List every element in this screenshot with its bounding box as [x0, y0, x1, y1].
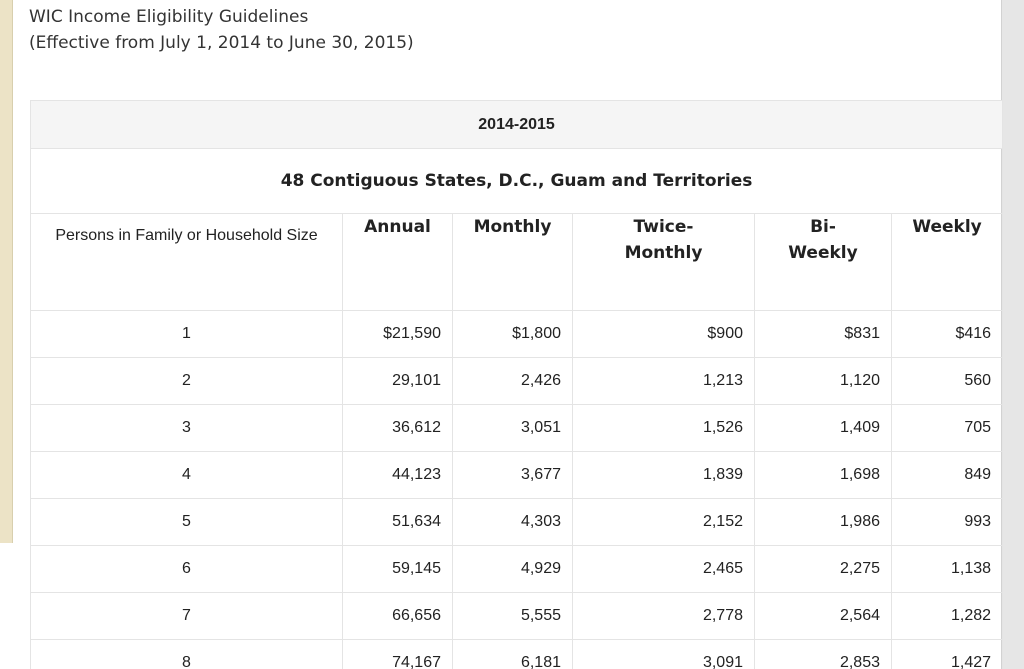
cell-monthly: 4,303: [453, 499, 573, 546]
cell-twice-monthly: 1,526: [573, 405, 755, 452]
cell-annual: 36,612: [343, 405, 453, 452]
cell-annual: $21,590: [343, 311, 453, 358]
cell-persons: 5: [31, 499, 343, 546]
income-guidelines-table: [30, 100, 1003, 669]
cell-bi-weekly: 1,698: [755, 452, 892, 499]
table-row: [31, 593, 1003, 640]
cell-weekly: 993: [892, 499, 1003, 546]
cell-annual: 66,656: [343, 593, 453, 640]
cell-annual: 44,123: [343, 452, 453, 499]
cell-monthly: 2,426: [453, 358, 573, 405]
cell-annual: 29,101: [343, 358, 453, 405]
cell-twice-monthly: 2,465: [573, 546, 755, 593]
column-header-annual: Annual: [343, 214, 453, 311]
heading-block: [29, 4, 414, 56]
cell-annual: 59,145: [343, 546, 453, 593]
cell-persons: 4: [31, 452, 343, 499]
cell-weekly: 705: [892, 405, 1003, 452]
table-row: [31, 546, 1003, 593]
table-row: [31, 640, 1003, 669]
cell-monthly: $1,800: [453, 311, 573, 358]
page-title: WIC Income Eligibility Guidelines: [29, 7, 309, 27]
column-header-bi-weekly: Bi-Weekly: [755, 214, 892, 311]
scrollbar-track[interactable]: [1001, 0, 1024, 669]
table-row: [31, 358, 1003, 405]
cell-monthly: 5,555: [453, 593, 573, 640]
cell-twice-monthly: 1,839: [573, 452, 755, 499]
column-header-weekly: Weekly: [892, 214, 1003, 311]
table-row: [31, 405, 1003, 452]
cell-persons: 1: [31, 311, 343, 358]
cell-monthly: 6,181: [453, 640, 573, 669]
cell-bi-weekly: 2,564: [755, 593, 892, 640]
cell-bi-weekly: 1,120: [755, 358, 892, 405]
cell-monthly: 4,929: [453, 546, 573, 593]
cell-monthly: 3,677: [453, 452, 573, 499]
effective-dates: (Effective from July 1, 2014 to June 30, 2015): [29, 33, 414, 53]
cell-bi-weekly: 1,409: [755, 405, 892, 452]
cell-twice-monthly: 2,152: [573, 499, 755, 546]
cell-persons: 8: [31, 640, 343, 669]
table-row: [31, 499, 1003, 546]
column-header-row: [31, 214, 1003, 311]
column-header-persons: Persons in Family or Household Size: [31, 214, 343, 311]
cell-bi-weekly: 2,853: [755, 640, 892, 669]
cell-twice-monthly: 2,778: [573, 593, 755, 640]
cell-bi-weekly: $831: [755, 311, 892, 358]
left-sidebar-border: [0, 0, 13, 543]
cell-annual: 74,167: [343, 640, 453, 669]
cell-weekly: 1,138: [892, 546, 1003, 593]
cell-weekly: 1,427: [892, 640, 1003, 669]
region-header: 48 Contiguous States, D.C., Guam and Territories: [31, 149, 1003, 214]
cell-bi-weekly: 2,275: [755, 546, 892, 593]
cell-persons: 7: [31, 593, 343, 640]
cell-persons: 6: [31, 546, 343, 593]
cell-weekly: 849: [892, 452, 1003, 499]
cell-twice-monthly: $900: [573, 311, 755, 358]
cell-weekly: 1,282: [892, 593, 1003, 640]
cell-weekly: $416: [892, 311, 1003, 358]
year-header: 2014-2015: [31, 101, 1003, 149]
column-header-twice-monthly: Twice-Monthly: [573, 214, 755, 311]
cell-persons: 2: [31, 358, 343, 405]
cell-twice-monthly: 1,213: [573, 358, 755, 405]
table-row: [31, 311, 1003, 358]
cell-persons: 3: [31, 405, 343, 452]
cell-bi-weekly: 1,986: [755, 499, 892, 546]
cell-annual: 51,634: [343, 499, 453, 546]
cell-twice-monthly: 3,091: [573, 640, 755, 669]
column-header-monthly: Monthly: [453, 214, 573, 311]
cell-monthly: 3,051: [453, 405, 573, 452]
table-row: [31, 452, 1003, 499]
cell-weekly: 560: [892, 358, 1003, 405]
